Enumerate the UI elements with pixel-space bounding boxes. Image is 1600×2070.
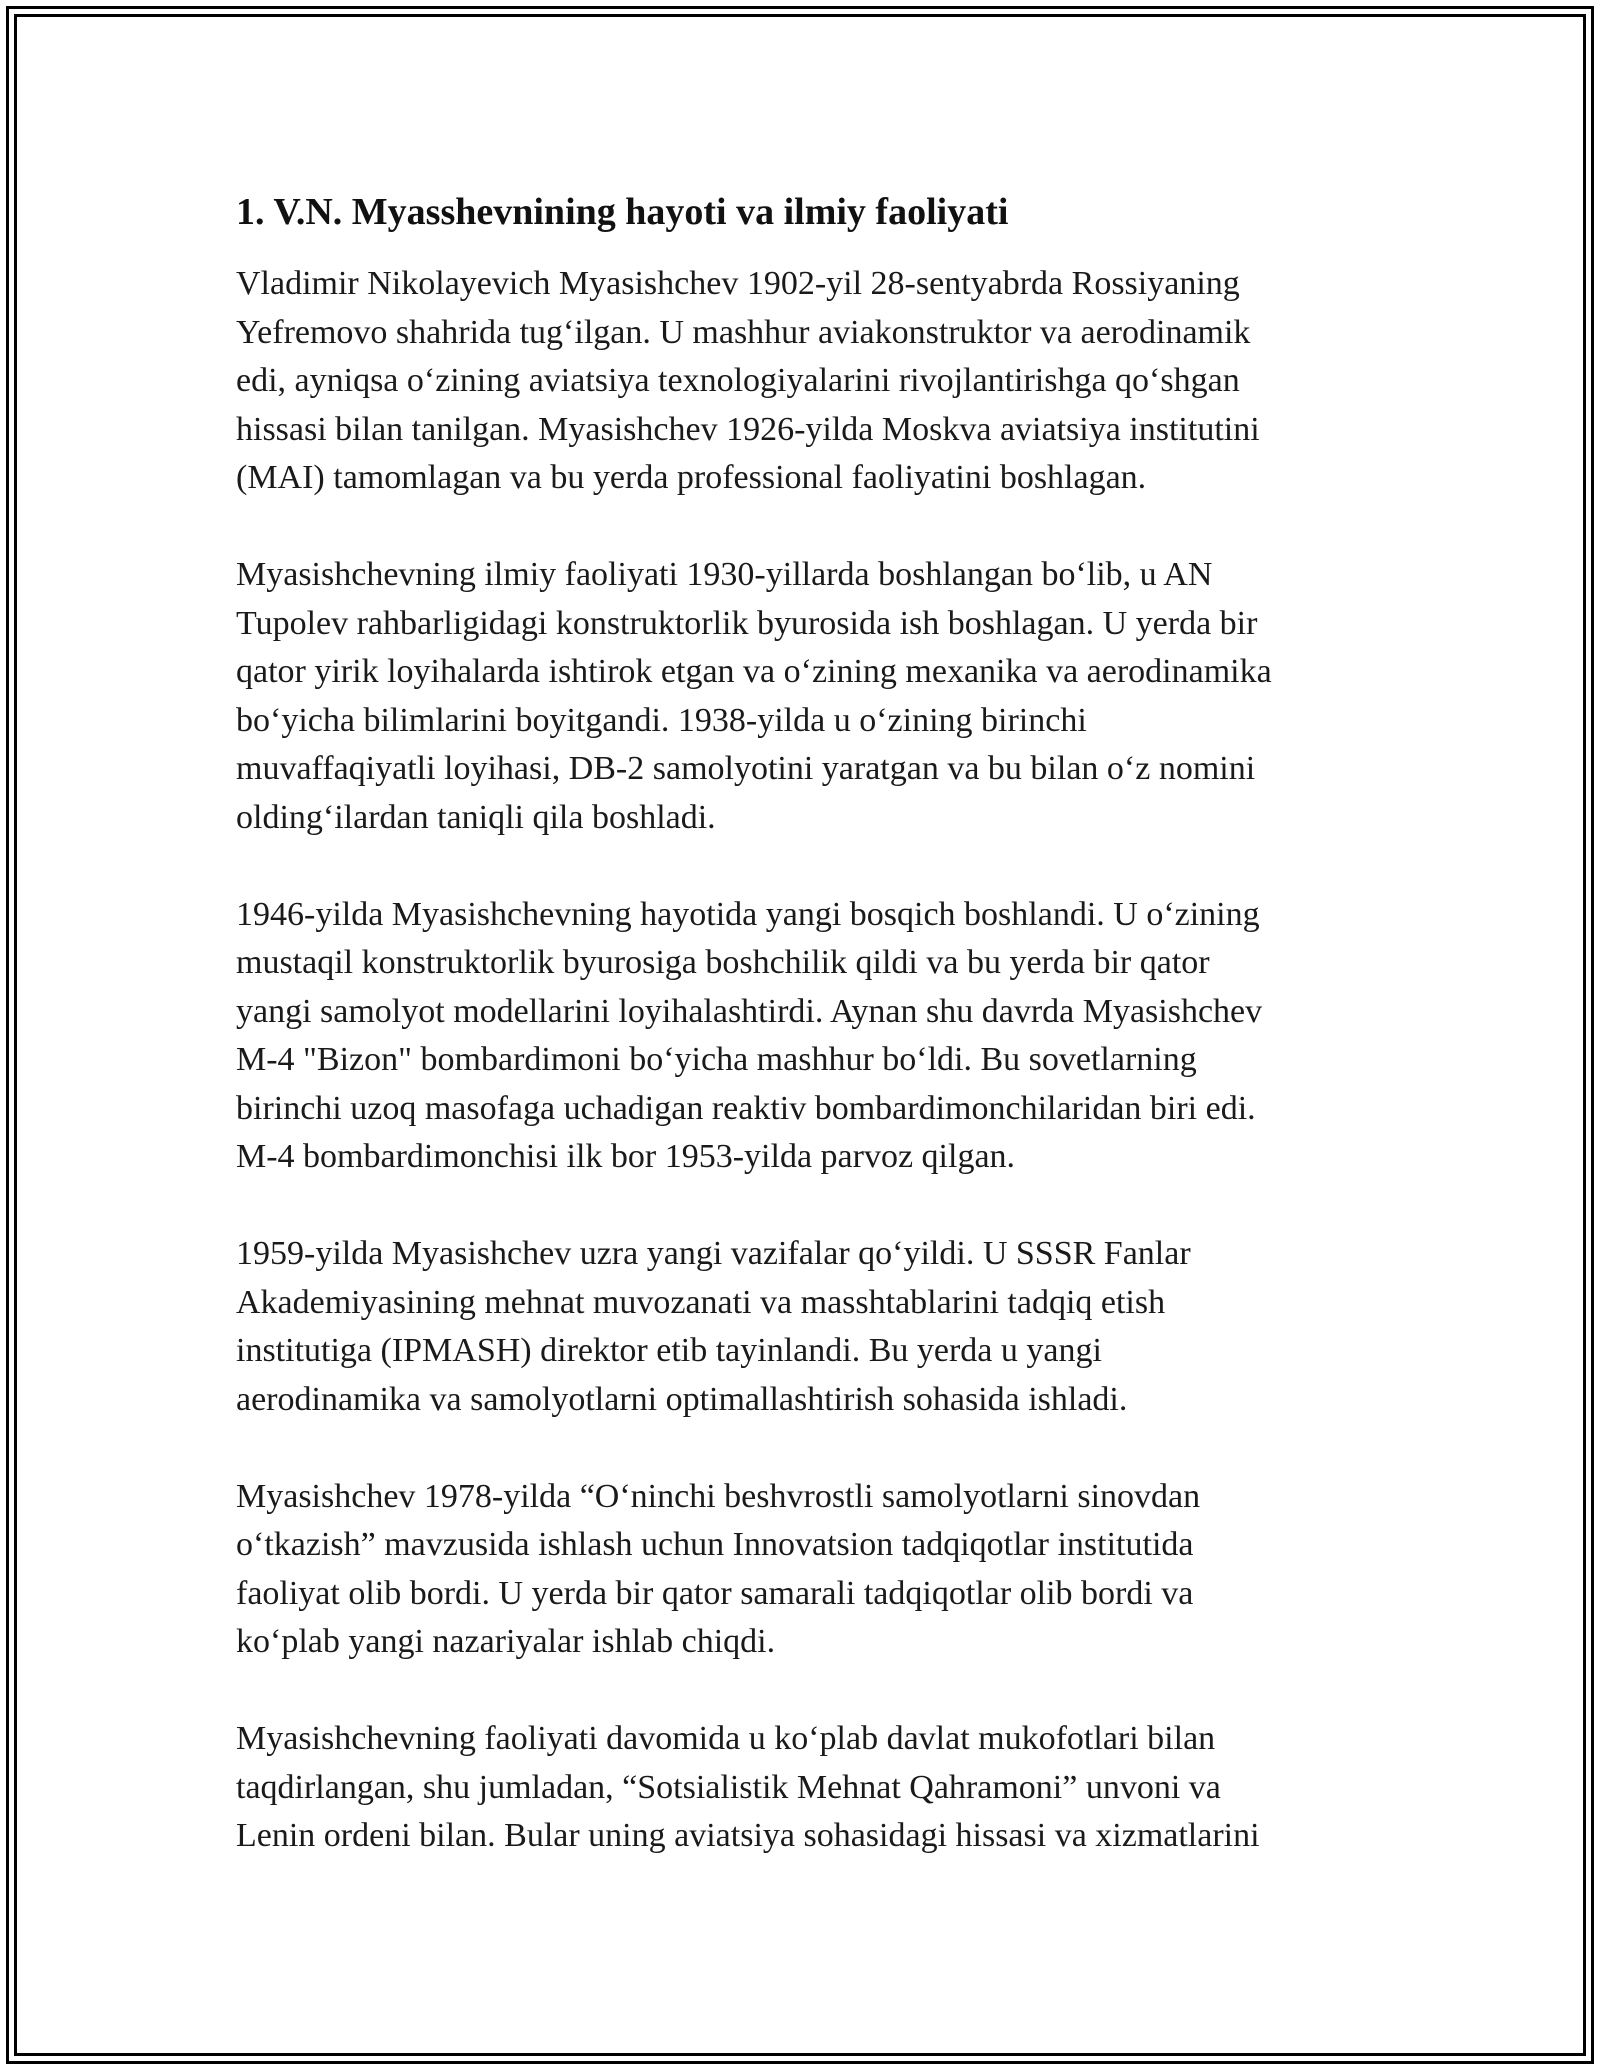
text-line: bo‘yicha bilimlarini boyitgandi. 1938-yilda u o‘zining birinchi (236, 701, 1087, 739)
paragraph-ipmash (236, 1230, 1396, 1424)
paragraph-awards (236, 1715, 1396, 1861)
text-line: Yefremovo shahrida tug‘ilgan. U mashhur aviakonstruktor va aerodinamik (236, 313, 1251, 351)
text-line: birinchi uzoq masofaga uchadigan reaktiv bombardimonchilaridan biri edi. (236, 1089, 1256, 1127)
text-line: Myasishchevning ilmiy faoliyati 1930-yillarda boshlangan bo‘lib, u AN (236, 556, 1213, 593)
text-line: qator yirik loyihalarda ishtirok etgan va o‘zining mexanika va aerodinamika (236, 653, 1272, 690)
text-line: Akademiyasining mehnat muvozanati va masshtablarini tadqiq etish (236, 1283, 1166, 1321)
text-line: edi, ayniqsa o‘zining aviatsiya texnologiyalarini rivojlantirishga qo‘shgan (236, 362, 1240, 399)
paragraph-early-career (236, 551, 1396, 842)
text-line: hissasi bilan tanilgan. Myasishchev 1926-yilda Moskva aviatsiya institutini (236, 410, 1260, 448)
text-line: taqdirlangan, shu jumladan, “Sotsialistik Mehnat Qahramoni” unvoni va (236, 1768, 1221, 1806)
text-line: ko‘plab yangi nazariyalar ishlab chiqdi. (236, 1623, 776, 1660)
text-line: yangi samolyot modellarini loyihalashtirdi. Aynan shu davrda Myasishchev (236, 992, 1263, 1030)
text-line: Myasishchevning faoliyati davomida u ko‘plab davlat mukofotlari bilan (236, 1720, 1216, 1757)
paragraph-research-institute (236, 1473, 1396, 1667)
text-line: M-4 bombardimonchisi ilk bor 1953-yilda parvoz qilgan. (236, 1138, 1016, 1175)
text-line: Myasishchev 1978-yilda “O‘ninchi beshvrostli samolyotlarni sinovdan (236, 1477, 1201, 1515)
document-body (236, 188, 1396, 1909)
text-line: Tupolev rahbarligidagi konstruktorlik byurosida ish boshlagan. U yerda bir (236, 604, 1258, 642)
text-line: Vladimir Nikolayevich Myasishchev 1902-yil 28-sentyabrda Rossiyaning (236, 265, 1240, 302)
paragraph-design-bureau (236, 891, 1396, 1182)
text-line: mustaqil konstruktorlik byurosiga boshchilik qildi va bu yerda bir qator (236, 944, 1210, 981)
paragraph-birth-education (236, 260, 1396, 503)
text-line: 1959-yilda Myasishchev uzra yangi vazifalar qo‘yildi. U SSSR Fanlar (236, 1235, 1191, 1272)
text-line: 1946-yilda Myasishchevning hayotida yangi bosqich boshlandi. U o‘zining (236, 895, 1260, 933)
text-line: muvaffaqiyatli loyihasi, DB-2 samolyotini yaratgan va bu bilan o‘z nomini (236, 750, 1256, 787)
text-line: Lenin ordeni bilan. Bular uning aviatsiya sohasidagi hissasi va xizmatlarini (236, 1817, 1260, 1854)
section-heading: 1. V.N. Myasshevnining hayoti va ilmiy faoliyati (236, 191, 1009, 233)
text-line: institutiga (IPMASH) direktor etib tayinlandi. Bu yerda u yangi (236, 1332, 1102, 1369)
text-line: aerodinamika va samolyotlarni optimallashtirish sohasida ishladi. (236, 1380, 1128, 1418)
text-line: M-4 "Bizon" bombardimoni bo‘yicha mashhur bo‘ldi. Bu sovetlarning (236, 1041, 1197, 1078)
text-line: (MAI) tamomlagan va bu yerda professional faoliyatini boshlagan. (236, 459, 1147, 496)
text-line: olding‘ilardan taniqli qila boshladi. (236, 798, 716, 836)
text-line: o‘tkazish” mavzusida ishlash uchun Innovatsion tadqiqotlar institutida (236, 1526, 1194, 1563)
text-line: faoliyat olib bordi. U yerda bir qator samarali tadqiqotlar olib bordi va (236, 1574, 1194, 1612)
